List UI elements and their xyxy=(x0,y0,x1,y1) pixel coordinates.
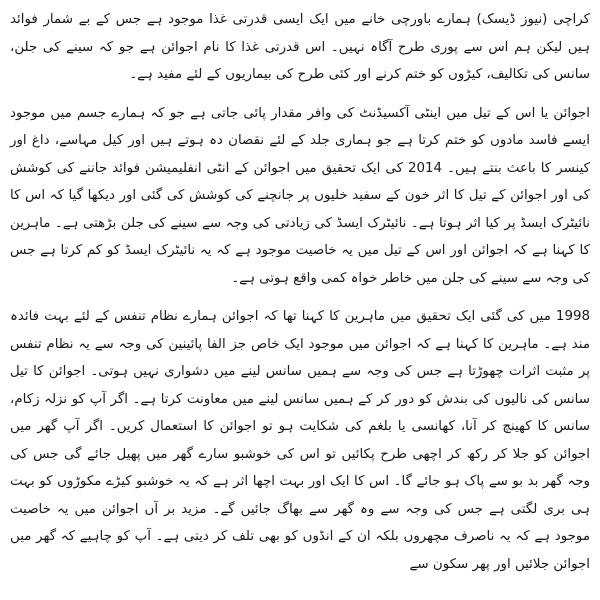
article-paragraph-intro: کراچی (نیوز ڈیسک) ہمارے باورچی خانے میں ایک ایسی قدرتی غذا موجود ہے جس کے بے شمار فوائد ہیں لیکن ہم اس سے پوری طرح آگاہ نہیں۔ اس قدرتی غذا کا نام اجوائن ہے جو کہ سینے کی جلن، سانس کی تکالیف، کیڑوں کو ختم کرنے اور کئی طرح کی بیماریوں کے لئے مفید ہے۔ xyxy=(10,12,590,82)
article-paragraph-respiratory: 1998 میں کی گئی ایک تحقیق میں ماہرین کا کہنا تھا کہ اجوائن ہمارے نظام تنفس کے لئے بہت فائدہ مند ہے۔ ماہرین کا کہنا ہے کہ اجوائن میں موجود ایک خاص جز الفا پائینین کی وجہ سے یہ نظام تنفس پر مثبت اثرات چھوڑتا ہے جس کی وجہ سے ہمیں سانس لینے میں دشواری نہیں ہوتی۔ اجوائن کا تیل سانس کی نالیوں کی بندش کو دور کر کے ہمیں سانس لینے میں معاونت کرتا ہے۔ اگر آپ کو نزلہ زکام، سانس کا کھینچ کر آنا، کھانسی یا بلغم کی شکایت ہو تو اجوائن کا استعمال کریں۔ اگر آپ گھر میں اجوائن کو جلا کر رکھ کر اچھی طرح پکائیں تو اس کی خوشبو سارے گھر میں پھیل جائے گی جس کی وجہ گھر بد بو سے پاک ہو جائے گا۔ اس کا ایک اور بہت اچھا اثر ہے کہ یہ خوشبو کیڑے مکوڑوں کو بہت ہی بری لگتی ہے جس کی وجہ سے وہ گھر سے بھاگ جائیں گے۔ مزید بر آں اجوائن میں یہ خاصیت موجود ہے کہ یہ ناصرف مچھروں بلکہ ان کے انڈوں کو بھی تلف کر دیتی ہے۔ آپ کو چاہیے کہ گھر میں اجوائن جلائیں اور پھر سکون سے xyxy=(10,309,590,572)
article-paragraph-antioxidant: اجوائن یا اس کے تیل میں اینٹی آکسیڈنٹ کی وافر مقدار پائی جاتی ہے جو کہ ہمارے جسم میں موجود ایسے فاسد مادوں کو ختم کرتا ہے جو ہماری جلد کے لئے نقصان دہ ہوتے ہیں اور کیل مہاسے، داغ اور کینسر کا باعث بنتے ہیں۔ 2014 کی ایک تحقیق میں اجوائن کے انٹی انفلیمیشن فوائد جاننے کی کوشش کی اور اجوائن کے تیل کا اثر خون کے سفید خلیوں پر جانچنے کی کوشش کی گئی اور دیکھا گیا کہ اس کا نائیٹرک ایسڈ پر کیا اثر ہوتا ہے۔ نائیٹرک ایسڈ کی زیادتی کی وجہ سے سینے کی جلن بڑھتی ہے۔ ماہرین کا کہنا ہے کہ اجوائن اور اس کے تیل میں یہ خاصیت موجود ہے کہ یہ نائیٹرک ایسڈ کو کم کرتا ہے جس کی وجہ سے سینے کی جلن میں خاطر خواہ کمی واقع ہوتی ہے۔ xyxy=(10,105,590,286)
